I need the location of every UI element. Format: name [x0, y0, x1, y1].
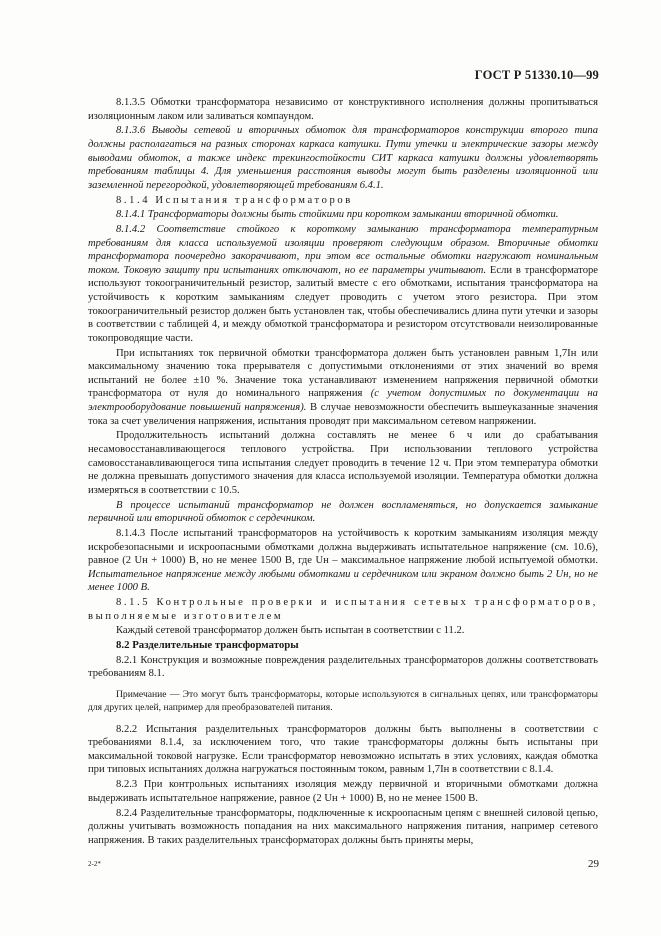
- paragraph: 8.2.3 При контрольных испытаниях изоляция между первичной и вторичными обмотками должна выдерживать испытательное напряжение, равное (2 Uн + 1000) В, но не менее 1500 В.: [88, 779, 598, 804]
- paragraph: Каждый сетевой трансформатор должен быть испытан в соответствии с 11.2.: [116, 625, 465, 637]
- section-title: 8.1.4 Испытания трансформаторов: [116, 194, 353, 206]
- paragraph-italic: 8.1.4.2 Соответствие стойкого к короткому замыканию трансформатора температурным требованиям для класса используемой изоляции проверяют следующим образом. Вторичные обмотки трансформатора поочередно закорачивают, при этом все остальные обмотки нагружают номинальным током. Токовую защиту при испытаниях отключают, но ее параметры учитывают.: [88, 224, 598, 276]
- paragraph-italic: Испытательное напряжение между любыми обмотками и сердечником или экраном должно быть 2 Uн, но не менее 1000 В.: [88, 568, 598, 594]
- paragraph: Продолжительность испытаний должна составлять не менее 6 ч или до срабатывания несамовосстанавливающегося теплового устройства. При использовании теплового устройства самовосстанавливающегося типа испытания следует проводить в течение 12 ч. При этом температура обмотки не должна превышать допустимого значения для класса используемой изоляции. Температура обмотки должна измеряться в соответствии с 10.5.: [88, 430, 598, 496]
- note: Примечание — Это могут быть трансформаторы, которые используются в сигнальных цепях, или трансформаторы для других целей, например для преобразователей питания.: [88, 689, 598, 713]
- footer-sheet-mark: 2-2*: [88, 860, 101, 868]
- paragraph: [88, 347, 598, 429]
- paragraph: 8.1.4.1 Трансформаторы должны быть стойкими при коротком замыкании вторичной обмотки.: [116, 209, 559, 221]
- section-heading: 8.2 Разделительные трансформаторы: [116, 639, 299, 652]
- paragraph-tail: В случае невозможности обеспечить вышеуказанные значения тока за счет увеличения напряжения, испытания проводят при максимальном сетевом напряжении.: [88, 402, 598, 427]
- page-number: 29: [588, 858, 599, 870]
- paragraph-main: При испытаниях ток первичной обмотки трансформатора должен быть установлен равным 1,7Iн или максимальному значению тока прерывателя с допустимыми отклонениями от этих значений во время испытаний не более ±10 %. Значение тока устанавливают изменением напряжения первичной обмотки трансформатора от нуля до номинального напряжения: [88, 347, 598, 400]
- paragraph: 8.2.2 Испытания разделительных трансформаторов должны быть выполнены в соответствии с требованиями 8.1.4, за исключением того, что такие трансформаторы должны быть испытаны при максимальной токовой нагрузке. Если трансформатор невозможно испытать в этих условиях, каждая обмотка при типовых испытаниях должна нагружаться постоянным током, равным 1,7Iн в соответствии с 8.1.4.: [88, 723, 598, 776]
- document-body: [88, 96, 598, 849]
- paragraph-italic: (с учетом допустимых по документации на электрооборудование повышений напряжения).: [88, 388, 598, 413]
- paragraph-tail: Если в трансформаторе используют токоограничительный резистор, залитый вместе с его обмотками, испытания трансформатора на устойчивость к коротким замыканиям следует проводить с учетом этого резистора. При этом токоограничительный резистор должен быть установлен так, чтобы обеспечивались длина пути утечки и зазоры в соответствии с таблицей 4, и между обмоткой трансформатора и резистором отсутствовали неизолированные токопроводящие части.: [88, 264, 598, 344]
- paragraph: [88, 223, 598, 345]
- paragraph: 8.1.3.6 Выводы сетевой и вторичных обмоток для трансформаторов конструкции второго типа должны располагаться на разных сторонах каркаса катушки. Пути утечки и электрические зазоры между выводами обмоток, а также индекс трекингостойкости СИТ каркаса катушки должны удовлетворять требованиям таблицы 4. Для уменьшения расстояния выводы могут быть разделены изоляционной или заземленной перегородкой, удовлетворяющей требованиям 6.4.1.: [88, 125, 598, 191]
- page-header: ГОСТ Р 51330.10—99: [474, 68, 599, 82]
- paragraph: 8.1.3.5 Обмотки трансформатора независимо от конструктивного исполнения должны пропитываться изоляционным лаком или заливаться компаундом.: [88, 97, 598, 122]
- paragraph-main: 8.1.4.3 После испытаний трансформаторов на устойчивость к коротким замыканиям изоляция между искробезопасными и искроопасными обмотками должна выдерживать испытательное напряжение (см. 10.6), равное (2 Uн + 1000) В, но не менее 1500 В, где Uн – максимальное напряжение любой испытуемой обмотки.: [88, 527, 598, 567]
- paragraph: [88, 527, 598, 595]
- section-title: 8.1.5 Контрольные проверки и испытания сетевых трансформаторов, выполняемые изготовителем: [88, 597, 598, 622]
- paragraph: В процессе испытаний трансформатор не должен воспламеняться, но допускается замыкание первичной или вторичной обмоток с сердечником.: [88, 499, 598, 525]
- paragraph: 8.2.4 Разделительные трансформаторы, подключенные к искроопасным цепям с внешней силовой цепью, должны учитывать возможность попадания на них максимального напряжения питания, например сетевого напряжения. В таких разделительных трансформаторах должны быть приняты меры,: [88, 807, 598, 846]
- paragraph: 8.2.1 Конструкция и возможные повреждения разделительных трансформаторов должны соответствовать требованиям 8.1.: [88, 654, 598, 680]
